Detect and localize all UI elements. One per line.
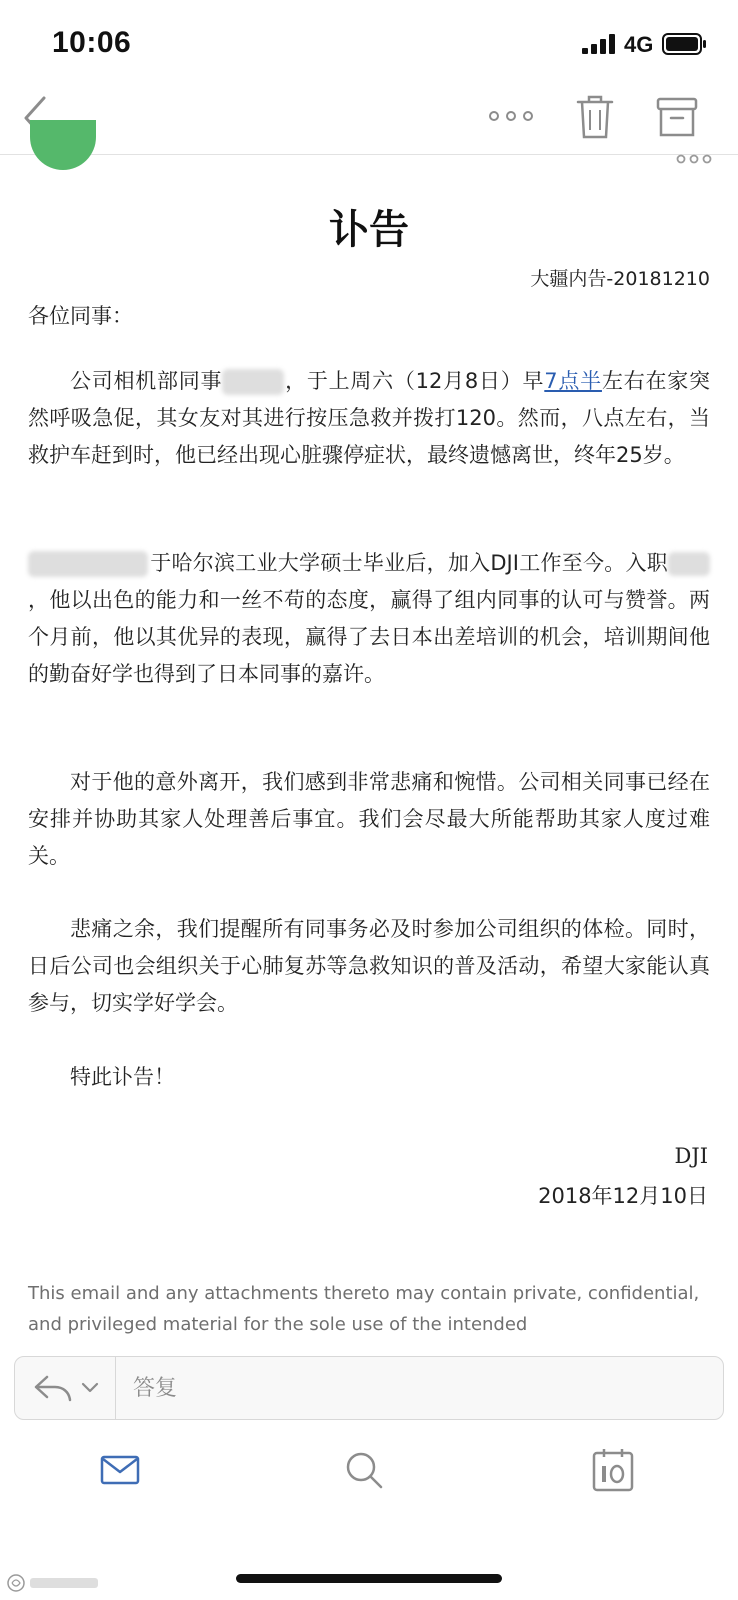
- document-title: 讣告: [329, 207, 409, 253]
- paragraph-4: 悲痛之余，我们提醒所有同事务必及时参加公司组织的体检。同时，日后公司也会组织关于心肺复苏等急救知识的普及活动，希望大家能认真参与，切实学好学会。: [28, 917, 710, 1015]
- time-link[interactable]: 7点半: [544, 369, 602, 393]
- email-disclaimer: This email and any attachments thereto may contain private, confidential, and privileged material for the sole use of the intended: [28, 1283, 700, 1335]
- paragraph-1: [28, 363, 710, 474]
- redacted-lead: [28, 551, 148, 577]
- chevron-down-icon[interactable]: [81, 1381, 99, 1395]
- cellular-signal-icon: [582, 34, 622, 54]
- paragraph-1-part-c: 左右在家突然呼吸急促，其女友对其进行按压急救并拨打120。然而，八点左右，当救护车赶到时，他已经出现心脏骤停症状，最终遗憾离世，终年25岁。: [28, 369, 710, 467]
- greeting: 各位同事：: [28, 304, 133, 328]
- reply-box: [14, 1356, 724, 1420]
- redacted-word: [668, 552, 710, 576]
- search-icon[interactable]: [344, 1450, 384, 1490]
- calendar-icon[interactable]: [592, 1448, 634, 1492]
- home-indicator[interactable]: [236, 1574, 502, 1583]
- paragraph-1-part-b: ，于上周六（12月8日）早: [284, 369, 545, 393]
- header-more-dots-icon[interactable]: [676, 152, 712, 166]
- reply-arrow-icon[interactable]: [33, 1373, 73, 1403]
- envelope-icon[interactable]: [100, 1454, 140, 1486]
- email-toolbar: [0, 82, 738, 155]
- paragraph-2-part-a: 于哈尔滨工业大学硕士毕业后，加入DJI工作至今。入职: [150, 551, 668, 575]
- signature-date: 2018年12月10日: [538, 1184, 708, 1208]
- bottom-tab-bar: [0, 1436, 738, 1536]
- watermark-logo: [6, 1572, 102, 1594]
- status-time: 10:06: [52, 26, 132, 59]
- network-type-label: 4G: [624, 32, 654, 57]
- status-bar: [0, 0, 738, 82]
- sender-avatar[interactable]: [30, 120, 96, 170]
- paragraph-2: [28, 545, 710, 693]
- signature-organization: DJI: [674, 1144, 708, 1168]
- battery-icon: [662, 32, 708, 56]
- reply-input[interactable]: [133, 1369, 693, 1407]
- document-reference: 大疆内告-20181210: [530, 268, 710, 290]
- paragraph-3: 对于他的意外离开，我们感到非常悲痛和惋惜。公司相关同事已经在安排并协助其家人处理善后事宜。我们会尽最大所能帮助其家人度过难关。: [28, 770, 710, 868]
- paragraph-2-part-b: ，他以出色的能力和一丝不苟的态度，赢得了组内同事的认可与赞誉。两个月前，他以其优异的表现，赢得了去日本出差培训的机会，培训期间他的勤奋好学也得到了日本同事的嘉许。: [28, 588, 710, 686]
- archive-box-icon[interactable]: [656, 96, 698, 138]
- trash-icon[interactable]: [576, 94, 614, 140]
- redacted-name: [222, 369, 284, 395]
- reply-bar: [0, 1340, 738, 1436]
- reply-divider: [115, 1357, 116, 1419]
- paragraph-1-part-a: 公司相机部同事: [70, 369, 223, 393]
- more-dots-icon[interactable]: [488, 106, 534, 126]
- paragraph-5: 特此讣告！: [70, 1065, 175, 1089]
